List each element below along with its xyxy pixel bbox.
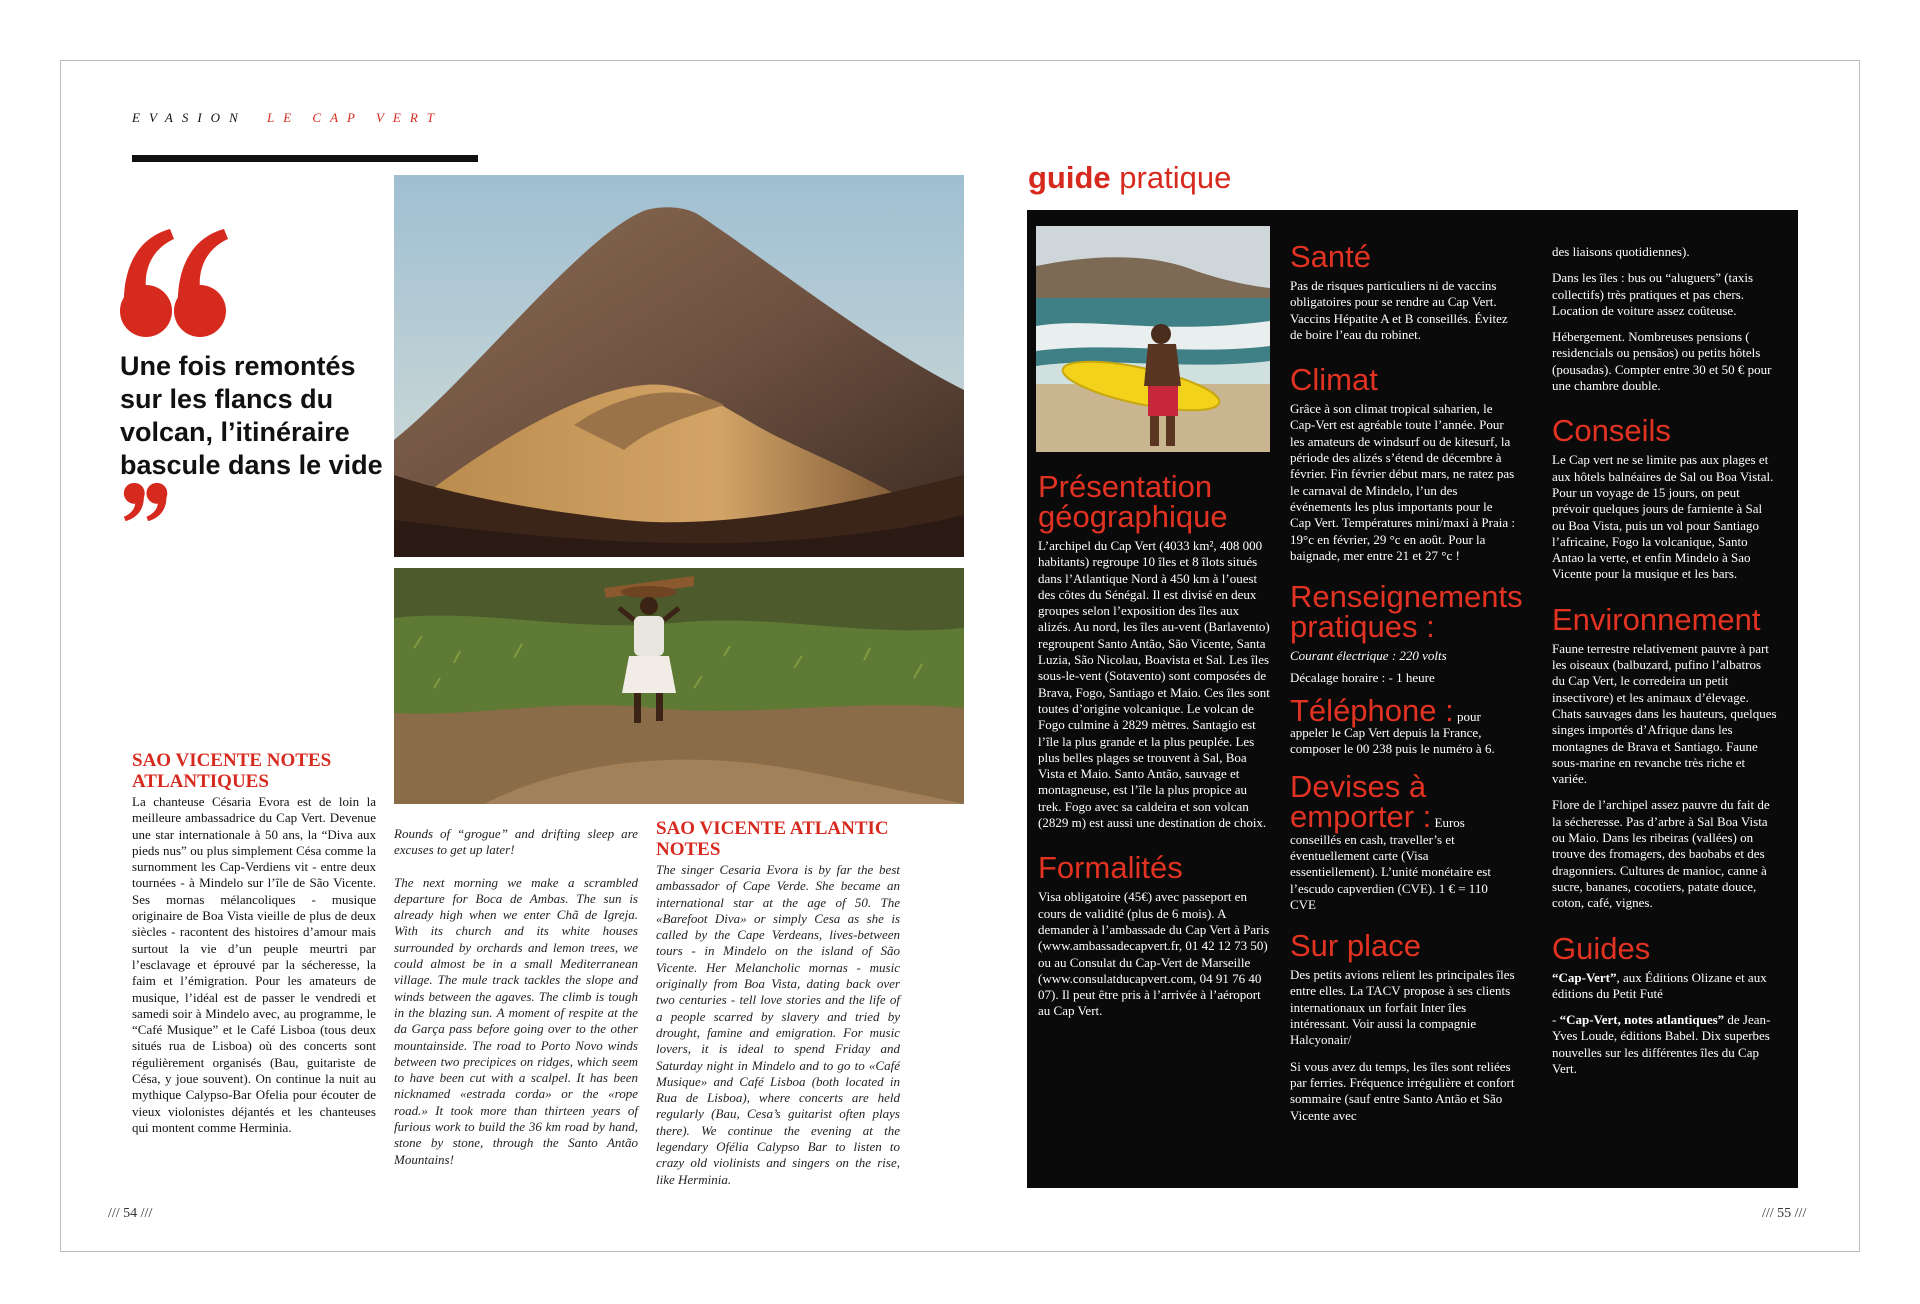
guides-item-2-title: “Cap-Vert, notes atlantiques”	[1559, 1012, 1725, 1028]
english-col1-para-2: The next morning we make a scrambled departure for Boca de Ambas. The sun is already high when we enter Chã de Igreja. With its church and its white houses surrounded by orchards and lemon trees, we could almost be in a small Mediterranean village. The mule track tackles the slope and winds between the agaves. The climb is tough in the blazing sun. A moment of respite at the da Garça pass before going over to the other mountainside. The road to Porto Novo winds between two precipices on ridges, which seem to have been cut with a scalpel. It has been nicknamed «estrada corda» or the «rope road.» It took more than thirteen years of furious work to build the 36 km road by hand, stone by stone, through the Santo Antão Mountains!	[394, 874, 638, 1167]
formalites-heading: Formalités	[1038, 850, 1183, 886]
english-article-title: SAO VICENTE ATLANTIC NOTES	[656, 818, 889, 860]
sur-place-para-5: Hébergement. Nombreuses pensions ( residencials ou pensãos) ou petits hôtels (pousadas). Compter entre 30 et 50 € pour une chambre double.	[1552, 329, 1772, 394]
sur-place-para-4: Dans les îles : bus ou “aluguers” (taxis collectifs) très pratiques et pas chers. Location de voiture assez coûteuse.	[1552, 270, 1754, 318]
pull-quote-text: Une fois remontés sur les flancs du volcan, l’itinéraire bascule dans le vide	[120, 351, 383, 480]
english-col1-para-1: Rounds of “grogue” and drifting sleep are excuses to get up later!	[394, 826, 638, 858]
volcano-photo	[394, 175, 964, 557]
english-column-1	[394, 826, 638, 1184]
guides-item-2-rest: de Jean-Yves Loude, éditions Babel. Dix superbes nouvelles sur les différentes îles du Cap Vert.	[1552, 1012, 1771, 1076]
page-number-left: /// 54 ///	[108, 1206, 153, 1221]
environnement-heading: Environnement	[1552, 601, 1761, 637]
section-label: EVASION	[132, 110, 247, 125]
current-info: Courant électrique : 220 volts	[1290, 648, 1447, 664]
guide-column-1	[1038, 460, 1270, 1030]
devises-heading: Devises à emporter :	[1290, 768, 1432, 834]
guides-heading: Guides	[1552, 930, 1651, 966]
telephone-heading: Téléphone :	[1290, 692, 1454, 728]
guide-column-3	[1552, 244, 1777, 1087]
running-head	[132, 110, 443, 126]
conseils-heading: Conseils	[1552, 413, 1671, 449]
close-quote-icon	[122, 482, 170, 522]
guide-column-2	[1290, 230, 1523, 1134]
telephone-body: appeler le Cap Vert depuis la France, composer le 00 238 puis le numéro à 6.	[1290, 725, 1495, 757]
sante-body: Pas de risques particuliers ni de vaccins obligatoires pour se rendre au Cap Vert. Vaccins Hépatite A et B conseillés. Évitez de boire l’eau du robinet.	[1290, 278, 1508, 342]
renseignements-heading: Renseignements pratiques :	[1290, 579, 1523, 645]
environnement-para-2: Flore de l’archipel assez pauvre du fait de la sécheresse. Pas d’arbre à Sal Boa Vista ou Maio. Dans les ribeiras (vallées) on trouve des fromagers, des baobabs et des dragonniers. Cultures de manioc, canne à sucre, bananes, cocotiers, patate douce, coton, café, vignes.	[1552, 797, 1770, 911]
sur-place-heading: Sur place	[1290, 928, 1421, 964]
telephone-block	[1290, 692, 1515, 758]
surfer-photo	[1036, 226, 1270, 452]
sur-place-para-2: Si vous avez du temps, les îles sont reliées par ferries. Fréquence irrégulière et confort sommaire (sauf entre Santo Antão et São Vicente avec	[1290, 1058, 1515, 1123]
guides-item-1-title: “Cap-Vert”	[1552, 969, 1617, 985]
climat-heading: Climat	[1290, 362, 1378, 398]
guide-title-bold: guide	[1028, 160, 1111, 195]
presentation-heading: Présentation géographique	[1038, 469, 1228, 534]
guides-item-2	[1552, 1012, 1777, 1077]
subject-label: LE CAP VERT	[267, 110, 444, 125]
telephone-body-start: pour	[1456, 708, 1481, 724]
time-info: Décalage horaire : - 1 heure	[1290, 670, 1435, 686]
guide-title-light: pratique	[1119, 160, 1232, 195]
environnement-para-1: Faune terrestre relativement pauvre à part les oiseaux (balbuzard, pufino l’albatros du Cap Vert, le corredeira un petit insectivore) et les animaux d’élevage. Chats sauvages dans les hauteurs, quelques singes importés d’Afrique dans les montagnes de Brava et Santiago. Faune sous-marine en revanche très riche et variée.	[1552, 640, 1777, 787]
sante-heading: Santé	[1290, 239, 1372, 274]
presentation-body: L’archipel du Cap Vert (4033 km², 408 000 habitants) regroupe 10 îles et 8 îlots situés dans l’Atlantique Nord à 450 km à l’ouest des côtes du Sénégal. Il est divisé en deux groupes selon l’exposition des îles aux alizés. Au nord, les îles au-vent (Barlavento) regroupent Santo Antão, São Vicente, Santa Luzia, São Nicolau, Boavista et Sal. Les îles sous-le-vent (Sotavento) sont composées de Brava, Fogo, Santiago et Maio. Ces îles sont toutes d’origine volcanique. Le volcan de Fogo culmine à 2829 mètres. Santagio est l’île la plus grande et la plus peuplée. Les plus belles plages se trouvent à Sal, Boa Vista et Maio. Santo Antão, sauvage et montagneuse, est l’île la plus propice au trek. Fogo avec sa caldeira et son volcan (2829 m) est aussi une destination de choix.	[1038, 538, 1270, 831]
devises-block	[1290, 768, 1515, 913]
conseils-body: Le Cap vert ne se limite pas aux plages et aux hôtels balnéaires de Sal ou Boa Vistal. Pour un voyage de 15 jours, on peut prévoir quelques jours de farniente à Sal ou Boa Vista, puis un vol pour Santiago l’africaine, Fogo la volcanique, Santo Antao la verte, et enfin Mindelo à Sao Vicente pour la musique et les bars.	[1552, 452, 1774, 582]
guide-title	[1028, 160, 1231, 196]
guides-item-1	[1552, 970, 1777, 1003]
sur-place-para-1: Des petits avions relient les principales îles entre elles. La TACV propose à ses clients internationaux un forfait Inter îles intéressant. Voir aussi la compagnie Halcyonair/	[1290, 967, 1515, 1048]
french-article-title: SAO VICENTE NOTES ATLANTIQUES	[132, 750, 332, 792]
french-article-body: La chanteuse Césaria Evora est de loin la meilleure ambassadrice du Cap Vert. Devenue une star internationale à 50 ans, la “Diva aux pieds nus” ou plus simplement Césa comme la surnomment les Cap-Verdiens vit - entre deux tournées - à Mindelo sur l’île de São Vicente. Ses mornas mélancoliques - musique originaire de Boa Vista vieille de plus de deux siècles - racontent des histoires d’amour mais surtout la vie d’un peuple meurtri par l’esclavage et éprouvé par la sécheresse, la faim et l’émigration. Pour les amateurs de musique, l’idéal est de passer le vendredi et samedi soir à Mindelo avec, au programme, le “Café Musique” et le Café Lisboa (tous deux situés rua de Lisboa) où des concerts sont régulièrement organisés (Bau, guitariste de Césa, y joue souvent). On continue la nuit au mythique Calypso-Bar Ofelia pour écouter de vieux violonistes déjantés et les chanteuses qui montent comme Herminia.	[132, 794, 376, 1135]
formalites-body: Visa obligatoire (45€) avec passeport en cours de validité (plus de 6 mois). A demander à l’ambassade du Cap Vert à Paris (www.ambassadecapvert.fr, 01 42 12 73 50) ou au Consulat du Cap-Vert de Marseille (www.consulatducapvert.com, 04 91 76 40 07). Il peut être pris à l’arrivée à l’aéroport au Cap Vert.	[1038, 889, 1270, 1019]
open-quote-icon	[118, 225, 228, 345]
devises-body: Euros conseillés en cash, traveller’s et éventuellement carte (Visa essentiellement). L’unité monétaire est l’escudo capverdien (CVE). 1 € = 110 CVE	[1290, 814, 1491, 912]
woman-carrying-wood-photo	[394, 568, 964, 804]
header-rule	[132, 155, 478, 162]
guides-item-2-prefix: -	[1552, 1012, 1560, 1028]
climat-body: Grâce à son climat tropical saharien, le Cap-Vert est agréable toute l’année. Pour les amateurs de windsurf ou de kitesurf, la période des alizés s’étend de décembre à février. Fin février début mars, ne ratez pas le carnaval de Mindelo, l’un des événements les plus importants pour le Cap Vert. Températures mini/maxi à Praia : 19°c en février, 29 °c en août. Pour la baignade, mer entre 21 et 27 °c !	[1290, 401, 1515, 563]
sur-place-para-3: des liaisons quotidiennes).	[1552, 244, 1690, 259]
pull-quote	[120, 350, 390, 524]
guides-item-1-rest: , aux Éditions Olizane et aux éditions du Petit Futé	[1552, 969, 1767, 1001]
page-number-right: /// 55 ///	[1762, 1206, 1807, 1221]
english-article-body: The singer Cesaria Evora is by far the best ambassador of Cape Verde. She became an international star at the age of 50. The «Barefoot Diva» or simply Cesa as she is called by the Cape Verdeans, lives-between tours - in Mindelo on the island of São Vicente. Her Melancholic mornas - music originally from Boa Vista, dating back over two centuries - tell love stories and the life of a people scarred by slavery and tried by drought, famine and emigration. For music lovers, it is ideal to spend Friday and Saturday night in Mindelo and to go to «Café Musique» and Café Lisboa (both located in Rua de Lisboa), where concerts are held regularly (Bau, Cesa’s guitarist often plays there). We continue the evening at the legendary Ofélia Calypso Bar to listen to crazy old violinists and singers on the rise, like Herminia.	[656, 862, 900, 1187]
